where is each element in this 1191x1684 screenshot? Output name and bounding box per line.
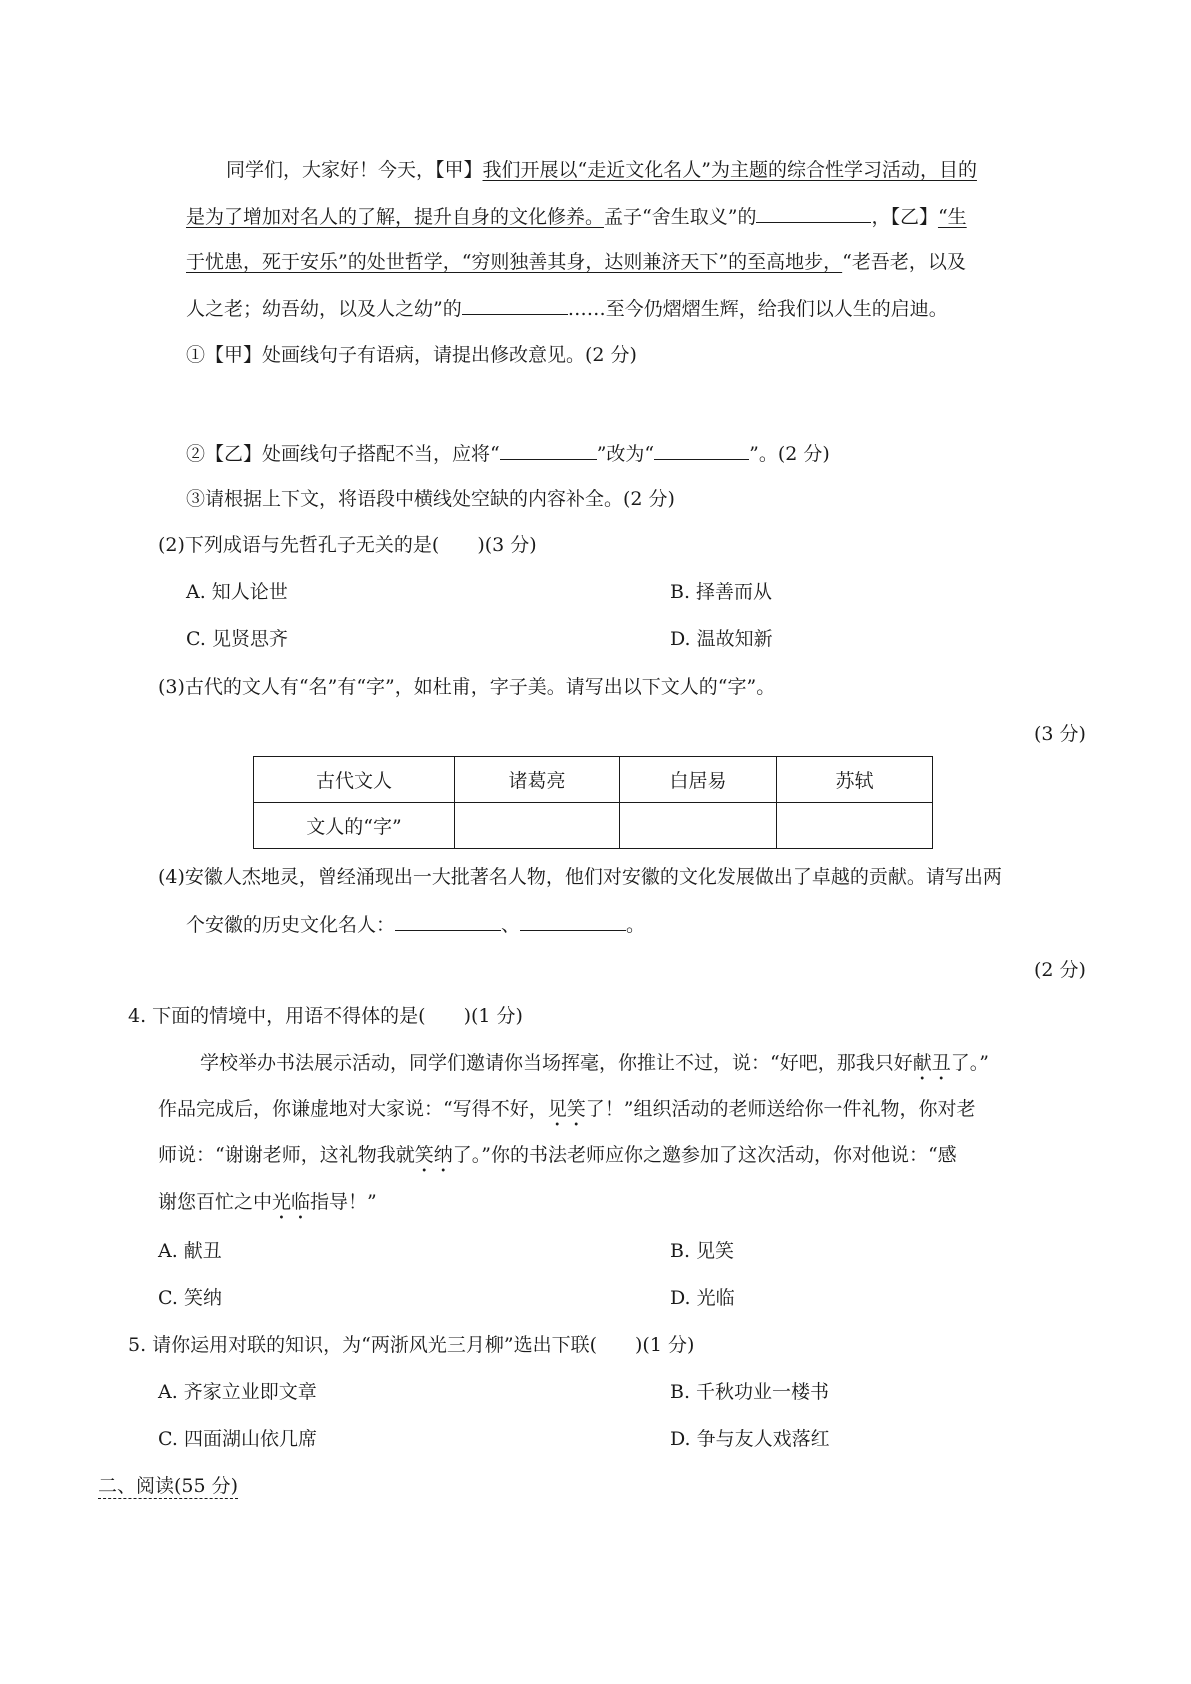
answer-blank-name-1[interactable] [395, 912, 501, 931]
table-cell: 白居易 [620, 757, 777, 803]
q-text: 了！”组织活动的老师送给你一件礼物，你对老 [585, 1098, 976, 1120]
answer-blank-to[interactable] [654, 441, 749, 460]
answer-cell[interactable] [620, 803, 777, 849]
q-text: 学校举办书法展示活动，同学们邀请你当场挥毫，你推让不过，说：“好吧，那我只好 [200, 1052, 913, 1074]
q4-para-line-3 [158, 1143, 957, 1177]
q-text: 了。” [950, 1052, 989, 1074]
question-3-score: (3 分) [1034, 723, 1086, 745]
option-b[interactable]: B. 见笑 [670, 1240, 735, 1262]
q-text: 、 [501, 914, 521, 936]
sub-question-1: ①【甲】处画线句子有语病，请提出修改意见。(2 分) [186, 344, 637, 366]
q-text: 指导！” [310, 1191, 377, 1213]
emphasized-word: 见笑 [547, 1098, 586, 1120]
emphasized-word: 献丑 [912, 1052, 951, 1074]
option-d[interactable]: D. 争与友人戏落红 [670, 1428, 830, 1450]
q4-para-line-1 [200, 1051, 989, 1085]
option-d[interactable]: D. 光临 [670, 1287, 735, 1309]
underlined-sentence-jia-cont: 是为了增加对名人的了解，提升自身的文化修养。 [186, 206, 605, 228]
fill-blank-1[interactable] [756, 204, 871, 223]
question-4-sub-line-2 [186, 912, 645, 937]
fill-blank-2[interactable] [462, 296, 568, 315]
para-text: 人之老；幼吾幼，以及人之幼”的 [186, 298, 462, 320]
table-cell: 诸葛亮 [455, 757, 620, 803]
para-line-1 [226, 158, 977, 182]
question-4-sub-line-1: (4)安徽人杰地灵，曾经涌现出一大批著名人物，他们对安徽的文化发展做出了卓越的贡献。请写出两 [158, 866, 1002, 888]
underlined-sentence-yi-cont: 于忧患，死于安乐”的处世哲学，“穷则独善其身，达则兼济天下”的至高地步， [186, 251, 843, 273]
q-text: ”改为“ [596, 443, 655, 465]
question-5-stem: 5. 请你运用对联的知识，为“两浙风光三月柳”选出下联( )(1 分) [128, 1334, 695, 1356]
para-text: ，【乙】 [871, 206, 938, 228]
answer-cell[interactable] [777, 803, 933, 849]
question-3-stem: (3)古代的文人有“名”有“字”，如杜甫，字子美。请写出以下文人的“字”。 [158, 676, 776, 698]
q-text: 作品完成后，你谦虚地对大家说：“写得不好， [158, 1098, 548, 1120]
answer-blank-from[interactable] [500, 441, 597, 460]
option-c[interactable]: C. 笑纳 [158, 1287, 222, 1309]
para-line-4 [186, 296, 948, 321]
para-text: “老吾老，以及 [842, 251, 966, 273]
option-b[interactable]: B. 择善而从 [670, 581, 773, 603]
sub-question-3: ③请根据上下文，将语段中横线处空缺的内容补全。(2 分) [186, 488, 675, 510]
question-4-sub-score: (2 分) [1034, 959, 1086, 981]
para-text: 孟子“舍生取义”的 [604, 206, 757, 228]
table-cell: 苏轼 [777, 757, 933, 803]
emphasized-word: 笑纳 [414, 1144, 453, 1166]
option-d[interactable]: D. 温故知新 [670, 628, 773, 650]
para-text: 同学们，大家好！今天，【甲】 [226, 159, 483, 181]
para-text: ……至今仍熠熠生辉，给我们以人生的启迪。 [567, 298, 948, 320]
question-4-stem: 4. 下面的情境中，用语不得体的是( )(1 分) [128, 1005, 523, 1027]
underlined-sentence-jia: 我们开展以“走近文化名人”为主题的综合性学习活动，目的 [482, 159, 977, 181]
para-line-2 [186, 204, 967, 229]
option-a[interactable]: A. 齐家立业即文章 [158, 1381, 317, 1403]
option-a[interactable]: A. 知人论世 [186, 581, 288, 603]
q-text: 。 [626, 914, 646, 936]
section-heading: 二、阅读(55 分) [98, 1475, 239, 1497]
answer-cell[interactable] [455, 803, 620, 849]
names-table [253, 756, 933, 849]
option-c[interactable]: C. 四面湖山依几席 [158, 1428, 317, 1450]
table-row [254, 757, 933, 803]
option-b[interactable]: B. 千秋功业一楼书 [670, 1381, 830, 1403]
q4-para-line-4 [158, 1190, 377, 1224]
q-text: ”。(2 分) [749, 443, 830, 465]
answer-blank-name-2[interactable] [520, 912, 626, 931]
emphasized-word: 光临 [272, 1191, 311, 1213]
q-text: 了。”你的书法老师应你之邀参加了这次活动，你对他说：“感 [452, 1144, 957, 1166]
q-text: 谢您百忙之中 [158, 1191, 273, 1213]
table-row [254, 803, 933, 849]
question-2-stem: (2)下列成语与先哲孔子无关的是( )(3 分) [158, 534, 537, 556]
q-text: ②【乙】处画线句子搭配不当，应将“ [186, 443, 500, 465]
option-a[interactable]: A. 献丑 [158, 1240, 222, 1262]
option-c[interactable]: C. 见贤思齐 [186, 628, 288, 650]
sub-question-2 [186, 441, 830, 466]
table-cell: 文人的“字” [254, 803, 455, 849]
q-text: 师说：“谢谢老师，这礼物我就 [158, 1144, 415, 1166]
table-cell: 古代文人 [254, 757, 455, 803]
underlined-sentence-yi: “生 [937, 206, 967, 228]
q4-para-line-2 [158, 1097, 975, 1131]
para-line-3 [186, 250, 966, 274]
q-text: 个安徽的历史文化名人： [186, 914, 396, 936]
